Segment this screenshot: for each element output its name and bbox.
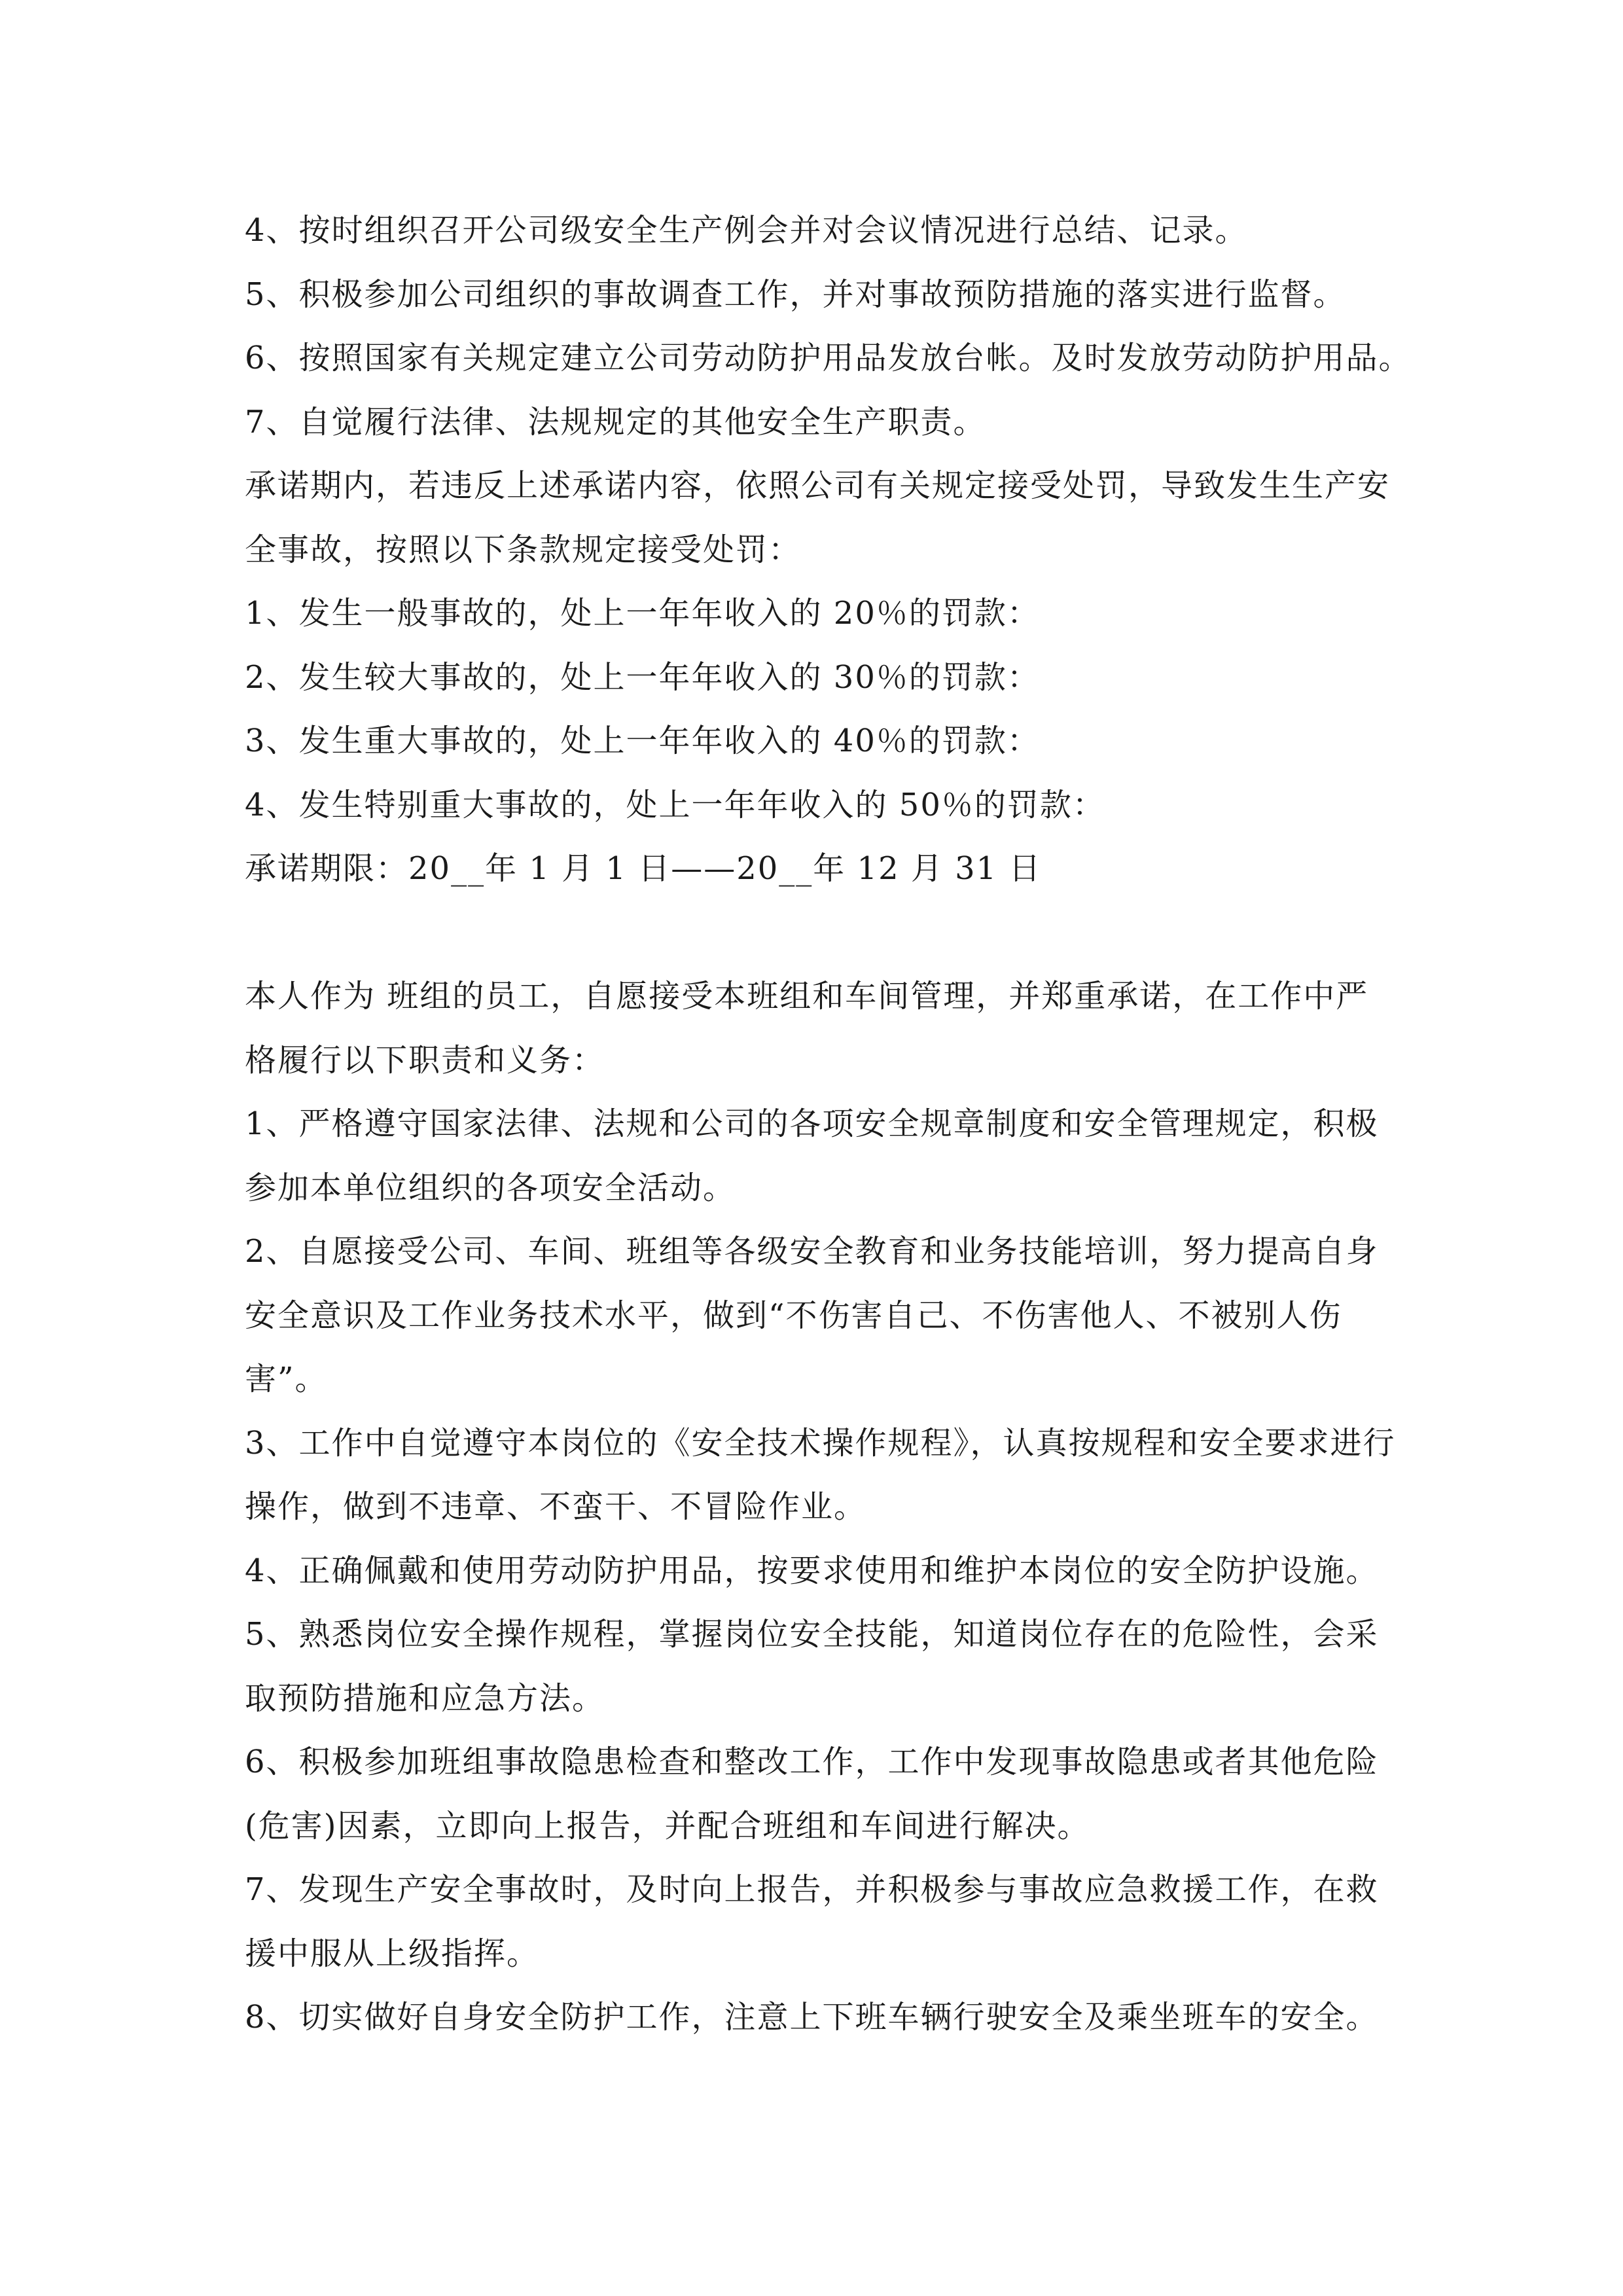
obligation-line: 3、工作中自觉遵守本岗位的《安全技术操作规程》，认真按规程和安全要求进行 — [245, 1424, 1396, 1462]
duty-item-7: 7、自觉履行法律、法规规定的其他安全生产职责。 — [245, 403, 986, 440]
obligation-line: 参加本单位组织的各项安全活动。 — [245, 1169, 736, 1206]
obligation-line: 安全意识及工作业务技术水平，做到“不伤害自己、不伤害他人、不被别人伤 — [245, 1297, 1342, 1334]
obligation-line: 援中服从上级指挥。 — [245, 1935, 540, 1972]
obligation-line: 取预防措施和应急方法。 — [245, 1679, 605, 1717]
employee-intro-line-2: 格履行以下职责和义务： — [245, 1041, 605, 1079]
duty-item-4: 4、按时组织召开公司级安全生产例会并对会议情况进行总结、记录。 — [245, 212, 1248, 249]
penalty-item-4: 4、发生特别重大事故的，处上一年年收入的 50％的罚款： — [245, 786, 1105, 823]
penalty-intro-line-1: 承诺期内，若违反上述承诺内容，依照公司有关规定接受处罚，导致发生生产安 — [245, 467, 1391, 504]
obligation-line: 操作，做到不违章、不蛮干、不冒险作业。 — [245, 1488, 867, 1525]
obligation-line: 5、熟悉岗位安全操作规程，掌握岗位安全技能，知道岗位存在的危险性，会采 — [245, 1616, 1379, 1653]
obligation-line: 6、积极参加班组事故隐患检查和整改工作，工作中发现事故隐患或者其他危险 — [245, 1744, 1379, 1780]
penalty-item-1: 1、发生一般事故的，处上一年年收入的 20％的罚款： — [245, 595, 1040, 632]
obligation-line: 2、自愿接受公司、车间、班组等各级安全教育和业务技能培训，努力提高自身 — [245, 1233, 1379, 1270]
penalty-intro-line-2: 全事故，按照以下条款规定接受处罚： — [245, 531, 802, 568]
section-spacer — [245, 901, 1397, 965]
obligation-line: 8、切实做好自身安全防护工作，注意上下班车辆行驶安全及乘坐班车的安全。 — [245, 1999, 1379, 2036]
duty-item-5: 5、积极参加公司组织的事故调查工作，并对事故预防措施的落实进行监督。 — [245, 276, 1346, 313]
obligation-line: 1、严格遵守国家法律、法规和公司的各项安全规章制度和安全管理规定，积极 — [245, 1105, 1379, 1142]
commitment-term: 承诺期限：20__年 1 月 1 日——20__年 12 月 31 日 — [245, 850, 1042, 887]
obligation-line: 4、正确佩戴和使用劳动防护用品，按要求使用和维护本岗位的安全防护设施。 — [245, 1552, 1379, 1589]
employee-intro-line-1: 本人作为 班组的员工，自愿接受本班组和车间管理，并郑重承诺，在工作中严 — [245, 978, 1369, 1014]
document-body — [245, 199, 1412, 2050]
penalty-item-3: 3、发生重大事故的，处上一年年收入的 40％的罚款： — [245, 723, 1040, 759]
obligation-line: (危害)因素，立即向上报告，并配合班组和车间进行解决。 — [245, 1807, 1090, 1844]
obligation-line: 害”。 — [245, 1361, 328, 1397]
penalty-item-2: 2、发生较大事故的，处上一年年收入的 30％的罚款： — [245, 658, 1040, 696]
obligation-line: 7、发现生产安全事故时，及时向上报告，并积极参与事故应急救援工作，在救 — [245, 1871, 1379, 1908]
duty-item-6: 6、按照国家有关规定建立公司劳动防护用品发放台帐。及时发放劳动防护用品。 — [245, 340, 1412, 376]
